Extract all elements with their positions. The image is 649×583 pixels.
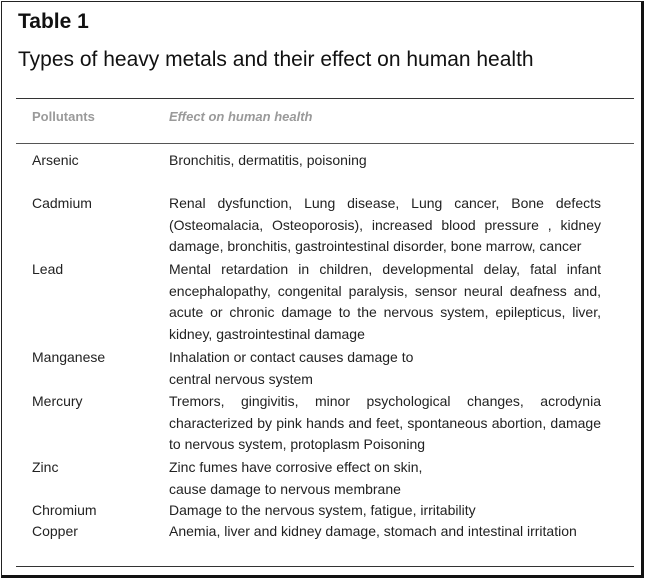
bottom-rule — [16, 566, 634, 567]
pollutant-name: Cadmium — [32, 195, 92, 211]
pollutant-name: Mercury — [32, 393, 83, 409]
header-pollutants: Pollutants — [32, 109, 95, 124]
header-rule — [16, 143, 634, 144]
table-label: Table 1 — [18, 10, 89, 33]
table-caption: Types of heavy metals and their effect on human health — [18, 48, 534, 71]
pollutant-effect: Mental retardation in children, developmental delay, fatal infant encephalopathy, congenital paralysis, sensor neural deafness and, acute or chronic damage to the nervous system, epilepticus, liver, kidney, gastrointestinal damage — [169, 261, 601, 342]
pollutant-name: Chromium — [32, 502, 97, 518]
pollutant-effect: Inhalation or contact causes damage to central nervous system — [169, 349, 414, 387]
pollutant-effect: Renal dysfunction, Lung disease, Lung cancer, Bone defects (Osteomalacia, Osteoporosis), increased blood pressure , kidney damage, bronchitis, gastrointestinal disorder, bone marrow, cancer — [169, 195, 601, 254]
pollutant-name: Arsenic — [32, 152, 79, 168]
pollutant-effect: Bronchitis, dermatitis, poisoning — [169, 152, 367, 168]
pollutant-effect: Zinc fumes have corrosive effect on skin, cause damage to nervous membrane — [169, 459, 423, 497]
pollutant-name: Lead — [32, 261, 64, 277]
header-effect: Effect on human health — [169, 109, 313, 124]
pollutant-name: Manganese — [32, 349, 106, 365]
pollutant-effect: Anemia, liver and kidney damage, stomach and intestinal irritation — [169, 523, 577, 539]
pollutant-name: Zinc — [32, 459, 59, 475]
pollutant-effect: Damage to the nervous system, fatigue, irritability — [169, 502, 476, 518]
table-frame — [1, 1, 644, 578]
pollutant-name: Copper — [32, 523, 78, 539]
top-rule — [16, 98, 634, 99]
pollutant-effect: Tremors, gingivitis, minor psychological changes, acrodynia characterized by pink hands and feet, spontaneous abortion, damage to nervous system, protoplasm Poisoning — [169, 393, 601, 452]
